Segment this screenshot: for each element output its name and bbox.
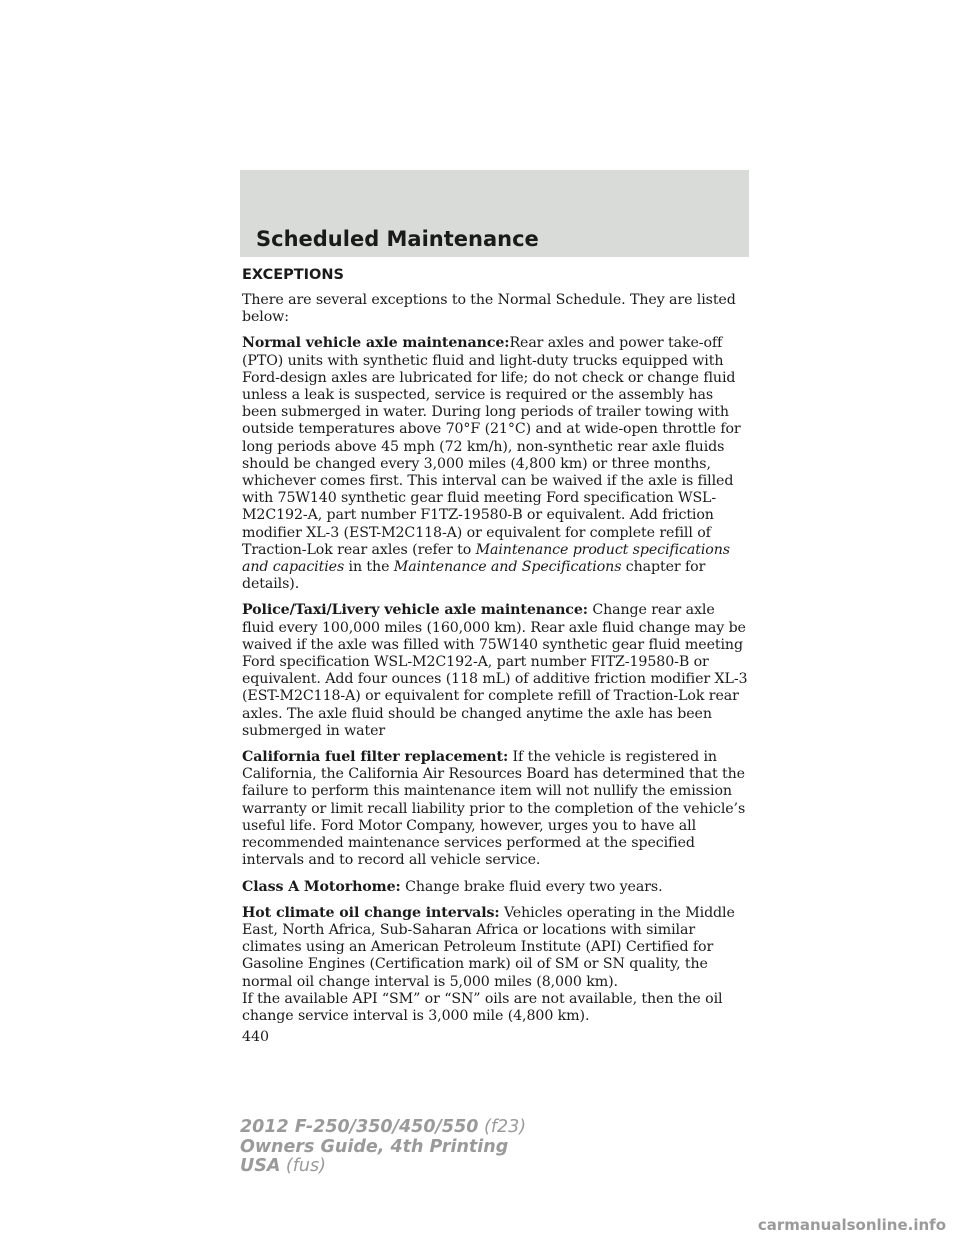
term-fuel-filter: California fuel filter replacement:: [242, 749, 509, 766]
term-hot-climate: Hot climate oil change intervals:: [242, 904, 500, 921]
term-axle-police: Police/Taxi/Livery vehicle axle maintenance:: [242, 602, 588, 619]
section-heading: EXCEPTIONS: [242, 267, 344, 283]
body-motorhome: Change brake fluid every two years.: [405, 878, 663, 895]
term-motorhome: Class A Motorhome:: [242, 878, 401, 895]
reference-product-specs: Maintenance product specifications and capacities: [242, 541, 730, 576]
watermark: carmanualsonline.info: [757, 1216, 946, 1234]
document-footer: [240, 1118, 526, 1177]
page-title: Scheduled Maintenance: [256, 227, 539, 251]
body-hot-climate: Vehicles operating in the Middle East, North Africa, Sub-Saharan Africa or locations with similar climates using an American Petroleum Institute (API) Certified for Gasoline Engines (Certification mark) oil of SM or SN quality, the normal oil change interval is 5,000 miles (8,000 km).: [242, 904, 735, 990]
paragraph-axle-police: [242, 602, 748, 740]
intro-paragraph: There are several exceptions to the Normal Schedule. They are listed below:: [242, 292, 736, 326]
page-content: [242, 266, 748, 1046]
paragraph-fuel-filter: [242, 749, 748, 869]
paragraph-hot-climate: [242, 905, 748, 991]
body-axle-normal-c: chapter for details).: [242, 559, 706, 593]
footer-market: USA: [240, 1156, 281, 1176]
body-axle-police: Change rear axle fluid every 100,000 miles (160,000 km). Rear axle fluid change may be waived if the axle was filled with 75W140 synthetic gear fluid meeting Ford specification WSL-M2C192-A, part number FITZ-19580-B or equivalent. Add four ounces (118 mL) of additive friction modifier XL-3 (EST-M2C118-A) or equivalent for complete refill of Traction-Lok rear axles. The axle fluid should be changed anytime the axle has been submerged in water: [242, 602, 748, 739]
paragraph-axle-normal: [242, 335, 748, 593]
section-header-band: [240, 170, 749, 257]
footer-line-model: [240, 1118, 526, 1138]
body-axle-normal-b: in the: [344, 559, 394, 576]
footer-model-code: (f23): [478, 1117, 527, 1137]
paragraph-motorhome: [242, 879, 748, 896]
term-axle-normal: Normal vehicle axle maintenance:: [242, 335, 510, 352]
footer-line-market: [240, 1157, 526, 1177]
footer-model: 2012 F-250/350/450/550: [240, 1117, 479, 1137]
body-axle-normal-a: Rear axles and power take-off (PTO) units with synthetic fluid and light-duty trucks equipped with Ford-design axles are lubricated for life; do not check or change fluid unless a leak is suspected, service is required or the assembly has been submerged in water. During long periods of trailer towing with outside temperatures above 70°F (21°C) and at wide-open throttle for long periods above 45 mph (72 km/h), non-synthetic rear axle fluids should be changed every 3,000 miles (4,800 km) or three months, whichever comes first. This interval can be waived if the axle is filled with 75W140 synthetic gear fluid meeting Ford specification WSL-M2C192-A, part number F1TZ-19580-B or equivalent. Add friction modifier XL-3 (EST-M2C118-A) or equivalent for complete refill of Traction-Lok rear axles (refer to: [242, 335, 741, 558]
footer-line-edition: Owners Guide, 4th Printing: [240, 1136, 509, 1157]
body-fuel-filter: If the vehicle is registered in California, the California Air Resources Board has determined that the failure to perform this maintenance item will not nullify the emission warranty or limit recall liability prior to the completion of the vehicle’s useful life. Ford Motor Company, however, urges you to have all recommended maintenance services performed at the specified intervals and to record all vehicle service.: [242, 749, 746, 869]
page-number: 440: [242, 1029, 270, 1046]
paragraph-hot-climate-followup: If the available API “SM” or “SN” oils are not available, then the oil change service interval is 3,000 mile (4,800 km).: [242, 990, 723, 1024]
footer-market-code: (fus): [280, 1156, 326, 1176]
reference-chapter: Maintenance and Specifications: [393, 559, 622, 576]
